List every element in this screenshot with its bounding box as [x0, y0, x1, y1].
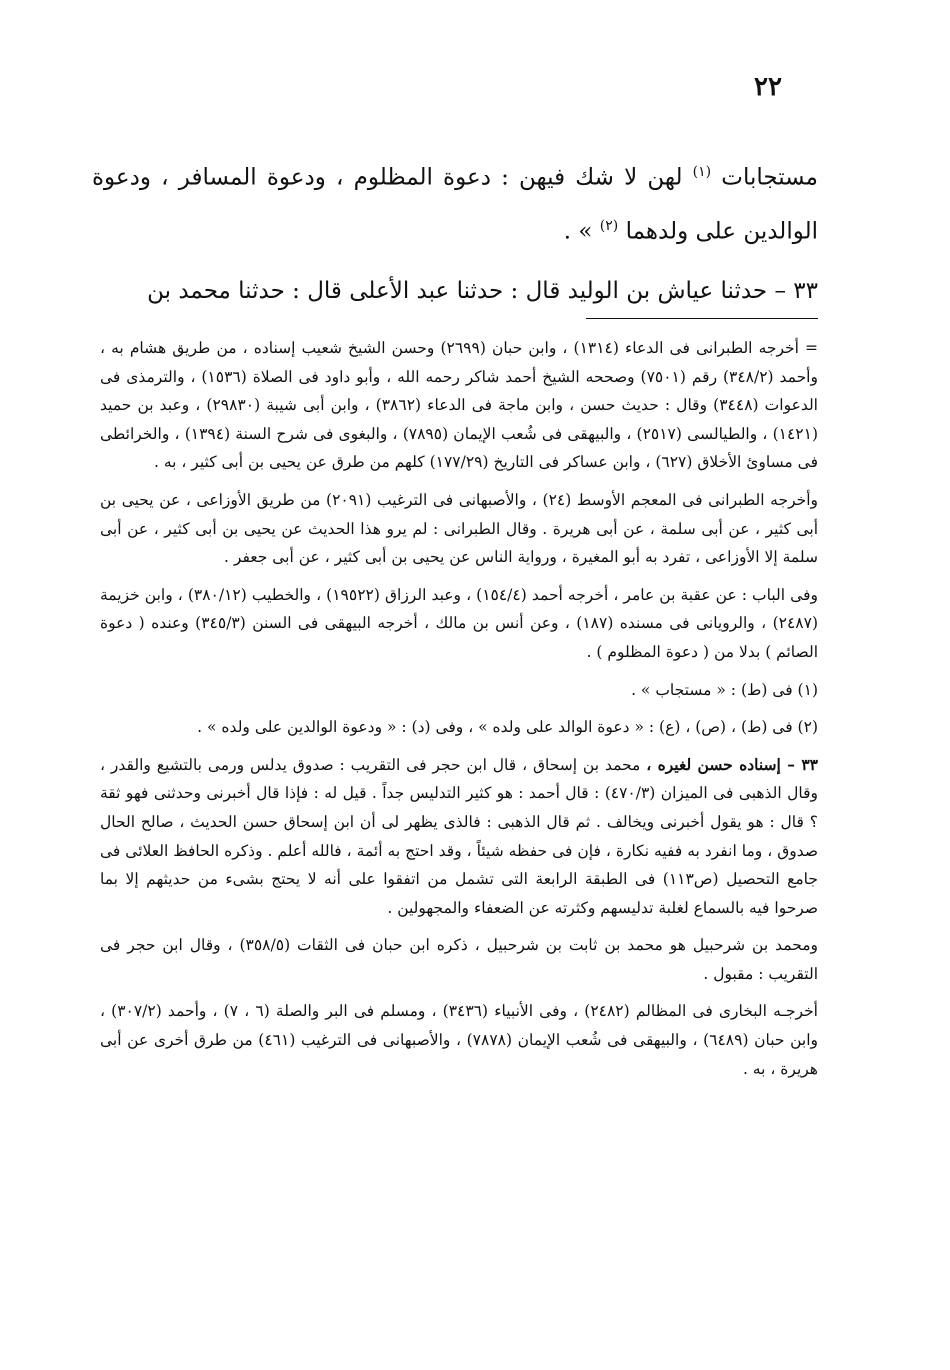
commentary-33 — [100, 751, 818, 923]
footnote-2: (٢) فى (ط) ، (ص) ، (ع) : « دعوة الوالد على ولده » ، وفى (د) : « ودعوة الوالدين على ولده » . — [197, 718, 818, 737]
main-text-segment: لهن لا شك فيهن : دعوة المظلوم ، ودعوة المسافر ، ودعوة الوالدين على ولدهما — [92, 164, 818, 245]
footnote-paragraph: وفى الباب : عن عقبة بن عامر ، أخرجه أحمد (١٥٤/٤) ، وعبد الرزاق (١٩٥٢٢) ، والخطيب (٣٨٠/١٢) ، وابن خزيمة (٢٤٨٧) ، والرويانى فى مسنده (١٨٧) ، وعن أنس بن مالك ، أخرجه البيهقى فى السنن (٣٤٥/٣) وعنده ( دعوة الصائم ) بدلا من ( دعوة المظلوم ) . — [100, 585, 818, 661]
footnotes — [100, 334, 818, 1092]
main-paragraph — [92, 148, 818, 255]
hadith-33-chain: ٣٣ – حدثنا عياش بن الوليد قال : حدثنا عبد الأعلى قال : حدثنا محمد بن — [147, 278, 818, 305]
footnote-separator — [586, 318, 818, 319]
footnote-paragraph: وأخرجه الطبرانى فى المعجم الأوسط (٢٤) ، والأصبهانى فى الترغيب (٢٠٩١) من طريق الأوزاعى ، عن يحيى بن أبى كثير ، عن أبى سلمة ، عن أبى هريرة . وقال الطبرانى : لم يرو هذا الحديث عن يحيى بن أبى كثير ، عن أبى سلمة إلا الأوزاعى ، تفرد به أبو المغيرة ، ورواية الناس عن يحيى بن أبى كثير ، عن أبى جعفر . — [100, 490, 818, 567]
footnote-ref-2[interactable]: (٢) — [599, 217, 619, 234]
footnote-paragraph: أخرجـه البخارى فى المظالم (٢٤٨٢) ، وفى الأنبياء (٣٤٣٦) ، ومسلم فى البر والصلة (٦ ، ٧) ، وأحمد (٣٠٧/٢) ، وابن حبان (٦٤٨٩) ، والبيهقى فى شُعب الإيمان (٧٨٧٨) ، والأصبهانى فى الترغيب (٤٦١) من طرق أخرى عن أبى هريرة ، به . — [100, 1002, 818, 1078]
footnote-1: (١) فى (ط) : « مستجاب » . — [631, 680, 818, 699]
footnote-continued: = أخرجه الطبرانى فى الدعاء (١٣١٤) ، وابن حبان (٢٦٩٩) وحسن الشيخ شعيب إسناده ، من طريق هشام به ، وأحمد (٣٤٨/٢) رقم (٧٥٠١) وصححه الشيخ أحمد شاكر رحمه الله ، وأبو داود فى الصلاة (١٥٣٦) ، والترمذى فى الدعوات (٣٤٤٨) وقال : حديث حسن ، وابن ماجة فى الدعاء (٣٨٦٢) ، وابن أبى شيبة (٢٩٨٣٠) ، وعبد بن حميد (١٤٢١) ، والطيالسى (٢٥١٧) ، والبيهقى فى شُعب الإيمان (٧٨٩٥) ، والبغوى فى شرح السنة (١٣٩٤) ، والخرائطى فى مساوئ الأخلاق (٦٢٧) ، وابن عساكر فى التاريخ (١٧٧/٢٩) كلهم من طرق عن يحيى بن أبى كثير ، به . — [100, 339, 818, 472]
commentary-heading: ٣٣ – إسناده حسن لغيره ، — [646, 754, 818, 774]
footnote-paragraph: ومحمد بن شرحبيل هو محمد بن ثابت بن شرحبيل ، ذكره ابن حبان فى الثقات (٣٥٨/٥) ، وقال ابن حجر فى التقريب : مقبول . — [100, 936, 818, 983]
footnote-ref-1[interactable]: (١) — [692, 164, 712, 180]
main-text-segment: » . — [563, 218, 593, 245]
main-text-segment: مستجابات — [721, 164, 818, 191]
page-number: ٢٢ — [754, 72, 782, 102]
commentary-body: محمد بن إسحاق ، قال ابن حجر فى التقريب : صدوق يدلس ورمى بالتشيع والقدر ، وقال الذهبى فى الميزان (٤٧٠/٣) : قال أحمد : هو كثير التدليس جداً . قيل له : فإذا قال أخبرنى وحدثنى فهو ثقة ؟ قال : هو يقول أخبرنى ويخالف . ثم قال الذهبى : فالذى يظهر لى أن ابن إسحاق حسن الحديث ، صالح الحال صدوق ، وما انفرد به ففيه نكارة ، فإن فى حفظه شيئاً ، وقد احتج به أئمة ، فالله أعلم . وذكره الحافظ العلائى فى جامع التحصيل (ص١١٣) فى الطبقة الرابعة التى تشمل من اتفقوا على أنه لا يحتج بشىء من حديثهم إلا بما صرحوا فيه بالسماع لغلبة تدليسهم وكثرته عن الضعفاء والمجهولين . — [100, 755, 818, 917]
main-text — [92, 148, 818, 315]
